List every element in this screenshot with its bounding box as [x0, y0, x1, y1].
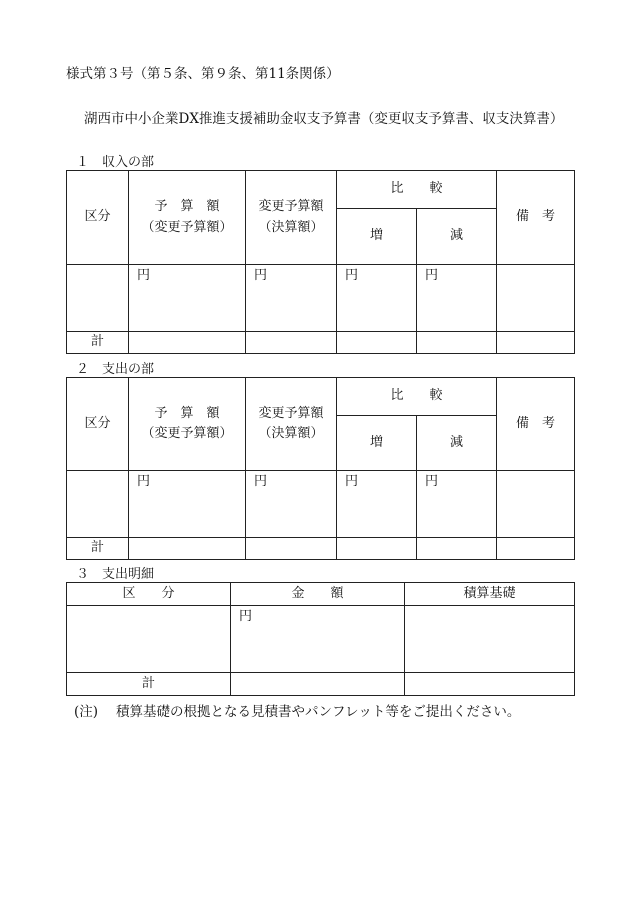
note-text: 積算基礎の根拠となる見積書やパンフレット等をご提出ください。: [116, 704, 521, 720]
detail-table: [66, 582, 575, 696]
income-header-category: 区分: [67, 171, 129, 265]
expense-increase-cell[interactable]: 円: [337, 471, 417, 538]
detail-body-row: [67, 606, 575, 673]
income-category-cell[interactable]: [67, 265, 129, 332]
income-total-label: 計: [67, 332, 129, 354]
income-table: [66, 170, 575, 354]
detail-basis-cell[interactable]: [405, 606, 575, 673]
expense-header-increase: 増: [337, 416, 417, 471]
note-label: (注): [74, 704, 99, 720]
income-total-revised[interactable]: [246, 332, 337, 354]
income-revised-cell[interactable]: 円: [246, 265, 337, 332]
income-total-row: [67, 332, 575, 354]
income-header-remarks: 備 考: [497, 171, 575, 265]
expense-total-row: [67, 538, 575, 560]
income-total-remarks[interactable]: [497, 332, 575, 354]
income-header-increase: 増: [337, 209, 417, 265]
detail-total-basis[interactable]: [405, 673, 575, 696]
expense-total-label: 計: [67, 538, 129, 560]
income-budget-cell[interactable]: 円: [129, 265, 246, 332]
detail-category-cell[interactable]: [67, 606, 231, 673]
expense-header-revised: 変更予算額 （決算額）: [246, 378, 337, 471]
detail-header-basis: 積算基礎: [405, 583, 575, 606]
detail-total-amount[interactable]: [231, 673, 405, 696]
detail-total-row: [67, 673, 575, 696]
document-title: 湖西市中小企業DX推進支援補助金収支予算書（変更収支予算書、収支決算書）: [84, 111, 564, 127]
income-section-heading: １ 収入の部: [76, 155, 155, 170]
note: [74, 700, 520, 720]
expense-header-decrease: 減: [417, 416, 497, 471]
detail-amount-cell[interactable]: 円: [231, 606, 405, 673]
income-increase-cell[interactable]: 円: [337, 265, 417, 332]
expense-header-comparison: 比 較: [337, 378, 497, 416]
detail-header-amount: 金 額: [231, 583, 405, 606]
income-total-decrease[interactable]: [417, 332, 497, 354]
expense-table: [66, 377, 575, 560]
expense-category-cell[interactable]: [67, 471, 129, 538]
expense-decrease-cell[interactable]: 円: [417, 471, 497, 538]
income-header-comparison: 比 較: [337, 171, 497, 209]
expense-body-row: [67, 471, 575, 538]
expense-header-remarks: 備 考: [497, 378, 575, 471]
detail-header-category: 区 分: [67, 583, 231, 606]
detail-total-label: 計: [67, 673, 231, 696]
income-total-increase[interactable]: [337, 332, 417, 354]
expense-revised-cell[interactable]: 円: [246, 471, 337, 538]
income-body-row: [67, 265, 575, 332]
expense-budget-cell[interactable]: 円: [129, 471, 246, 538]
income-header-decrease: 減: [417, 209, 497, 265]
income-decrease-cell[interactable]: 円: [417, 265, 497, 332]
expense-total-decrease[interactable]: [417, 538, 497, 560]
income-header-budget: 予 算 額 （変更予算額）: [129, 171, 246, 265]
expense-total-remarks[interactable]: [497, 538, 575, 560]
form-number: 様式第３号（第５条、第９条、第11条関係）: [66, 66, 340, 82]
income-remarks-cell[interactable]: [497, 265, 575, 332]
expense-total-increase[interactable]: [337, 538, 417, 560]
expense-header-category: 区分: [67, 378, 129, 471]
expense-header-budget: 予 算 額 （変更予算額）: [129, 378, 246, 471]
income-header-revised: 変更予算額 （決算額）: [246, 171, 337, 265]
detail-section-heading: ３ 支出明細: [76, 567, 155, 582]
expense-total-budget[interactable]: [129, 538, 246, 560]
expense-remarks-cell[interactable]: [497, 471, 575, 538]
expense-section-heading: ２ 支出の部: [76, 362, 155, 377]
expense-total-revised[interactable]: [246, 538, 337, 560]
income-total-budget[interactable]: [129, 332, 246, 354]
